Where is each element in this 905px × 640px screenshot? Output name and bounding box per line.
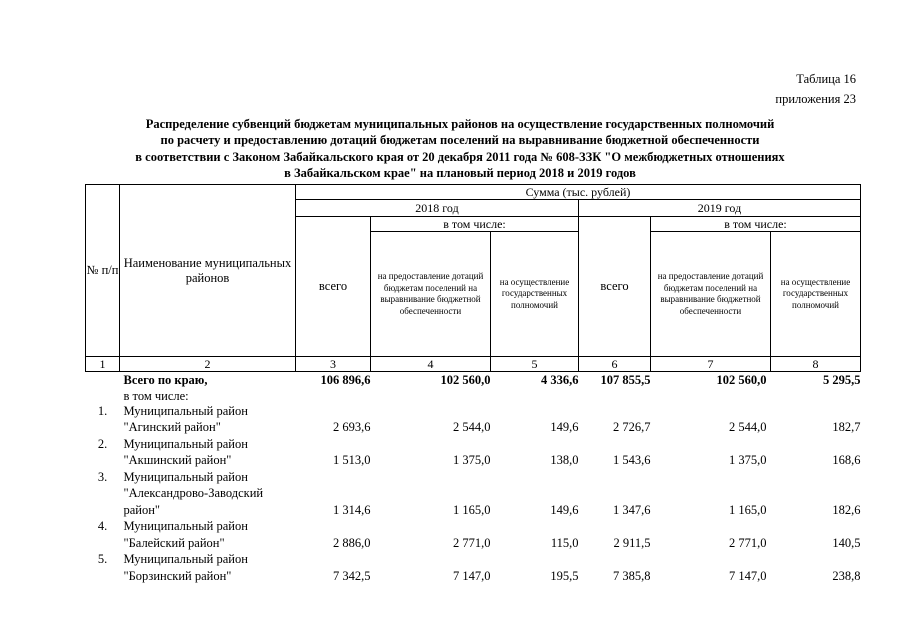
cell-powers-2018: 149,6 — [550, 502, 579, 517]
cell-powers-2019: 168,6 — [832, 453, 861, 467]
cell-total-2018: 2 693,6 — [333, 420, 371, 434]
col-index: 2 — [120, 357, 296, 372]
cell-total-2019: 7 385,8 — [613, 568, 651, 583]
cell-grants-2018: 2 544,0 — [453, 420, 491, 434]
cell-grants-2019: 1 165,0 — [729, 502, 767, 517]
col-index: 3 — [296, 357, 371, 372]
table-row — [86, 403, 861, 436]
cell-powers-2018: 115,0 — [550, 535, 579, 550]
cell-powers-2019: 238,8 — [832, 568, 861, 583]
row-name: Муниципальный район "Борзинский район" — [123, 552, 248, 583]
cell-powers-2019: 182,7 — [832, 420, 861, 434]
col-header-including-2018: в том числе: — [371, 217, 579, 232]
title-line: в соответствии с Законом Забайкальского края от 20 декабря 2011 года № 608-ЗЗК "О межбюджетных отношениях — [135, 149, 785, 164]
cell-grants-2019: 2 544,0 — [729, 420, 767, 434]
col-header-grants-2018: на предоставление дотаций бюджетам поселений на выравнивание бюджетной обеспеченности — [371, 232, 491, 357]
document-title — [60, 116, 860, 181]
table-row-total — [86, 372, 861, 389]
table-row — [86, 469, 861, 519]
cell-total-2019: 2 726,7 — [613, 420, 651, 434]
cell-powers-2019: 182,6 — [832, 502, 861, 517]
cell-total-2018: 1 513,0 — [333, 453, 371, 467]
col-index: 8 — [771, 357, 861, 372]
col-index: 5 — [491, 357, 579, 372]
cell-grants-2018: 102 560,0 — [440, 373, 491, 387]
row-name: Муниципальный район "Агинский район" — [123, 403, 248, 434]
col-header-total-2019: всего — [579, 217, 651, 357]
row-name: Муниципальный район "Александрово-Заводский район" — [123, 469, 264, 517]
cell-grants-2018: 1 165,0 — [453, 502, 491, 517]
cell-powers-2018: 4 336,6 — [541, 373, 579, 387]
col-header-grants-2019: на предоставление дотаций бюджетам поселений на выравнивание бюджетной обеспеченности — [651, 232, 771, 357]
title-line: Распределение субвенций бюджетам муниципальных районов на осуществление государственных полномочий — [145, 117, 775, 131]
title-line: в Забайкальском крае" на плановый период 2018 и 2019 годов — [284, 165, 636, 180]
table-row — [86, 551, 861, 584]
row-name: Муниципальный район "Акшинский район" — [123, 436, 248, 467]
cell-total-2018: 1 314,6 — [333, 502, 371, 517]
row-number: 5. — [97, 552, 108, 566]
cell-powers-2019: 5 295,5 — [823, 373, 861, 387]
col-header-total-2018: всего — [296, 217, 371, 357]
cell-total-2019: 2 911,5 — [613, 535, 651, 550]
cell-grants-2018: 7 147,0 — [453, 568, 491, 583]
col-header-number: № п/п — [86, 185, 120, 357]
cell-grants-2018: 2 771,0 — [453, 535, 491, 550]
col-index: 6 — [579, 357, 651, 372]
cell-powers-2018: 138,0 — [550, 453, 579, 467]
row-number: 4. — [97, 519, 108, 533]
cell-powers-2018: 149,6 — [550, 420, 579, 434]
col-header-powers-2019: на осуществление государственных полномочий — [771, 232, 861, 357]
row-number: 3. — [97, 469, 108, 484]
title-line: по расчету и предоставлению дотаций бюджетам поселений на выравнивание бюджетной обеспеченности — [160, 133, 760, 148]
cell-powers-2018: 195,5 — [550, 568, 579, 583]
cell-total-2019: 1 543,6 — [613, 453, 651, 467]
subventions-table — [85, 184, 861, 584]
col-index: 7 — [651, 357, 771, 372]
col-header-including-2019: в том числе: — [651, 217, 861, 232]
table-label: Таблица 16 — [796, 72, 856, 86]
table-row — [86, 518, 861, 551]
cell-total-2019: 1 347,6 — [613, 502, 651, 517]
cell-total-2018: 2 886,0 — [333, 535, 371, 550]
col-header-name: Наименование муниципальных районов — [120, 185, 296, 357]
cell-grants-2019: 102 560,0 — [716, 373, 767, 387]
cell-total-2018: 7 342,5 — [333, 568, 371, 583]
col-header-powers-2018: на осуществление государственных полномочий — [491, 232, 579, 357]
cell-total-2019: 107 855,5 — [600, 373, 651, 387]
row-name: Всего по краю, — [123, 373, 208, 387]
row-subheader: в том числе: — [123, 388, 189, 403]
col-header-year-2018: 2018 год — [296, 200, 579, 217]
cell-grants-2019: 7 147,0 — [729, 568, 767, 583]
cell-powers-2019: 140,5 — [832, 535, 861, 550]
cell-grants-2019: 1 375,0 — [729, 453, 767, 467]
row-number: 2. — [97, 436, 108, 451]
table-row — [86, 436, 861, 469]
appendix-label: приложения 23 — [775, 92, 856, 106]
row-number: 1. — [97, 403, 108, 418]
col-index: 4 — [371, 357, 491, 372]
col-header-year-2019: 2019 год — [579, 200, 861, 217]
col-header-sum: Сумма (тыс. рублей) — [296, 185, 861, 200]
table-row-subheader — [86, 389, 861, 403]
row-name: Муниципальный район "Балейский район" — [123, 519, 248, 550]
cell-grants-2018: 1 375,0 — [453, 453, 491, 467]
cell-total-2018: 106 896,6 — [320, 373, 371, 387]
cell-grants-2019: 2 771,0 — [729, 535, 767, 550]
col-index: 1 — [86, 357, 120, 372]
